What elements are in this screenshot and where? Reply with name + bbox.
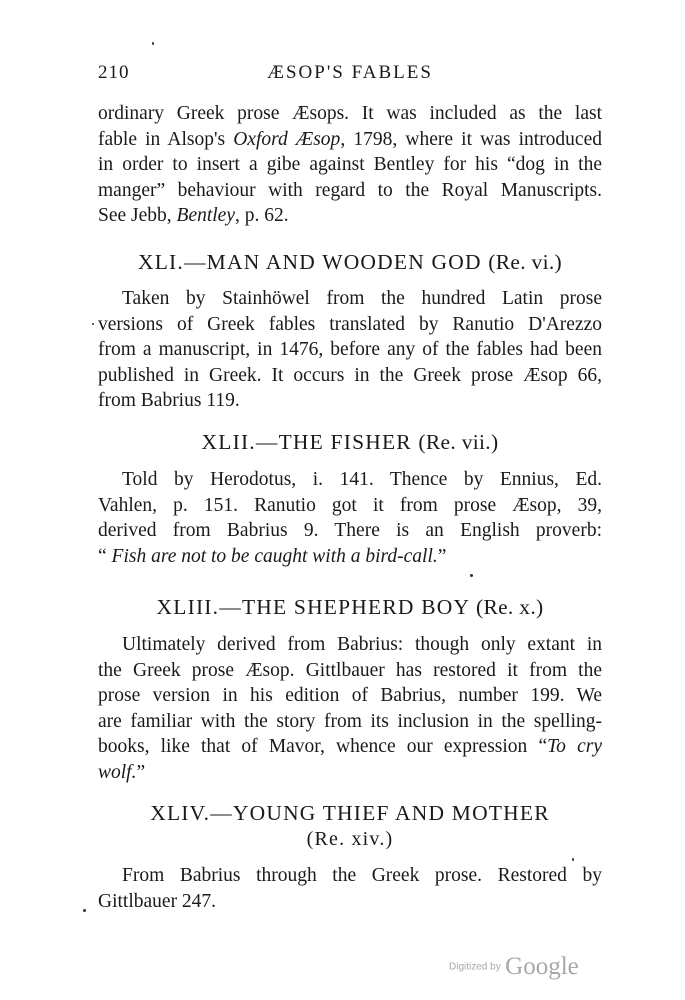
italic-text: Oxford Æsop — [233, 128, 341, 150]
italic-text: wolf. — [98, 761, 137, 783]
section-paragraph-xli — [98, 286, 602, 414]
google-logo: Google — [505, 953, 579, 980]
section-reference: (Re. vii.) — [418, 430, 499, 454]
text-line: versions of Greek fables translated by Ranutio D'Arezzo — [98, 313, 602, 335]
text-line: published in Greek. It occurs in the Greek prose Æsop 66, — [98, 364, 602, 386]
digitized-watermark — [449, 953, 579, 981]
scan-speck — [572, 858, 574, 861]
text-line: from Babrius 119. — [98, 390, 240, 411]
scan-speck — [92, 323, 94, 325]
section-paragraph-xliv — [98, 863, 602, 914]
section-title: THE SHEPHERD BOY — [241, 595, 470, 619]
section-title: THE FISHER — [278, 430, 412, 454]
digitized-label: Digitized by — [449, 961, 501, 973]
section-heading-xli: XLI.—MAN AND WOODEN GOD (Re. vi.) — [137, 250, 563, 274]
intro-paragraph — [98, 101, 602, 229]
text-line: See Jebb, Bentley, p. 62. — [98, 205, 289, 226]
text-line: the Greek prose Æsop. Gittlbauer has restored it from the — [98, 659, 602, 681]
text-line: books, like that of Mavor, whence our expression “To cry — [98, 736, 602, 757]
book-title: ÆSOP'S FABLES — [267, 62, 433, 83]
section-heading-xliii: XLIII.—THE SHEPHERD BOY (Re. x.) — [156, 595, 544, 619]
text-line: fable in Alsop's Oxford Æsop, 1798, where it was introduced — [98, 128, 602, 150]
section-paragraph-xliii — [98, 632, 602, 785]
section-title: MAN AND WOODEN GOD — [206, 250, 482, 274]
text-line: Told by Herodotus, i. 141. Thence by Ennius, Ed. — [122, 469, 602, 490]
section-reference: (Re. vi.) — [488, 250, 563, 274]
section-number: XLI. — [137, 250, 184, 274]
section-number: XLIII. — [156, 595, 220, 619]
section-title: YOUNG THIEF AND MOTHER — [232, 801, 550, 825]
text-line: Ultimately derived from Babrius: though only extant in — [122, 634, 602, 655]
text-line: Gittlbauer 247. — [98, 890, 217, 912]
text-line: from a manuscript, in 1476, before any of the fables had been — [98, 339, 602, 360]
scan-speck — [152, 42, 154, 45]
section-number: XLIV. — [150, 801, 211, 825]
section-heading-xlii: XLII.—THE FISHER (Re. vii.) — [201, 430, 499, 454]
text-line: Taken by Stainhöwel from the hundred Latin prose — [122, 288, 602, 309]
page-number: 210 — [98, 62, 130, 83]
italic-text: To cry — [547, 736, 602, 757]
section-heading-xliv: XLIV.—YOUNG THIEF AND MOTHER — [150, 801, 550, 825]
italic-text: Fish are not to be caught with a bird-call. — [111, 545, 438, 567]
text-line: From Babrius through the Greek prose. Restored by — [122, 865, 602, 886]
section-number: XLII. — [201, 430, 256, 454]
text-line: in order to insert a gibe against Bentley for his “dog in the — [98, 154, 602, 175]
section-reference-xliv: (Re. xiv.) — [306, 828, 394, 850]
text-line: ordinary Greek prose Æsops. It was included as the last — [98, 103, 602, 124]
text-line: Vahlen, p. 151. Ranutio got it from prose Æsop, 39, — [98, 494, 602, 516]
text-line: “ Fish are not to be caught with a bird-call.” — [98, 545, 447, 567]
italic-text: Bentley — [176, 205, 235, 226]
scan-speck — [83, 909, 86, 912]
text-line: are familiar with the story from its inclusion in the spelling- — [98, 710, 602, 732]
text-line: prose version in his edition of Babrius, number 199. We — [98, 685, 602, 706]
text-line: manger” behaviour with regard to the Royal Manuscripts. — [98, 179, 602, 201]
section-reference: (Re. x.) — [475, 595, 544, 619]
text-line: derived from Babrius 9. There is an English proverb: — [98, 520, 602, 541]
running-head — [98, 62, 602, 84]
scan-speck — [470, 574, 473, 577]
section-paragraph-xlii — [98, 467, 602, 569]
text-line: wolf.” — [98, 761, 146, 783]
